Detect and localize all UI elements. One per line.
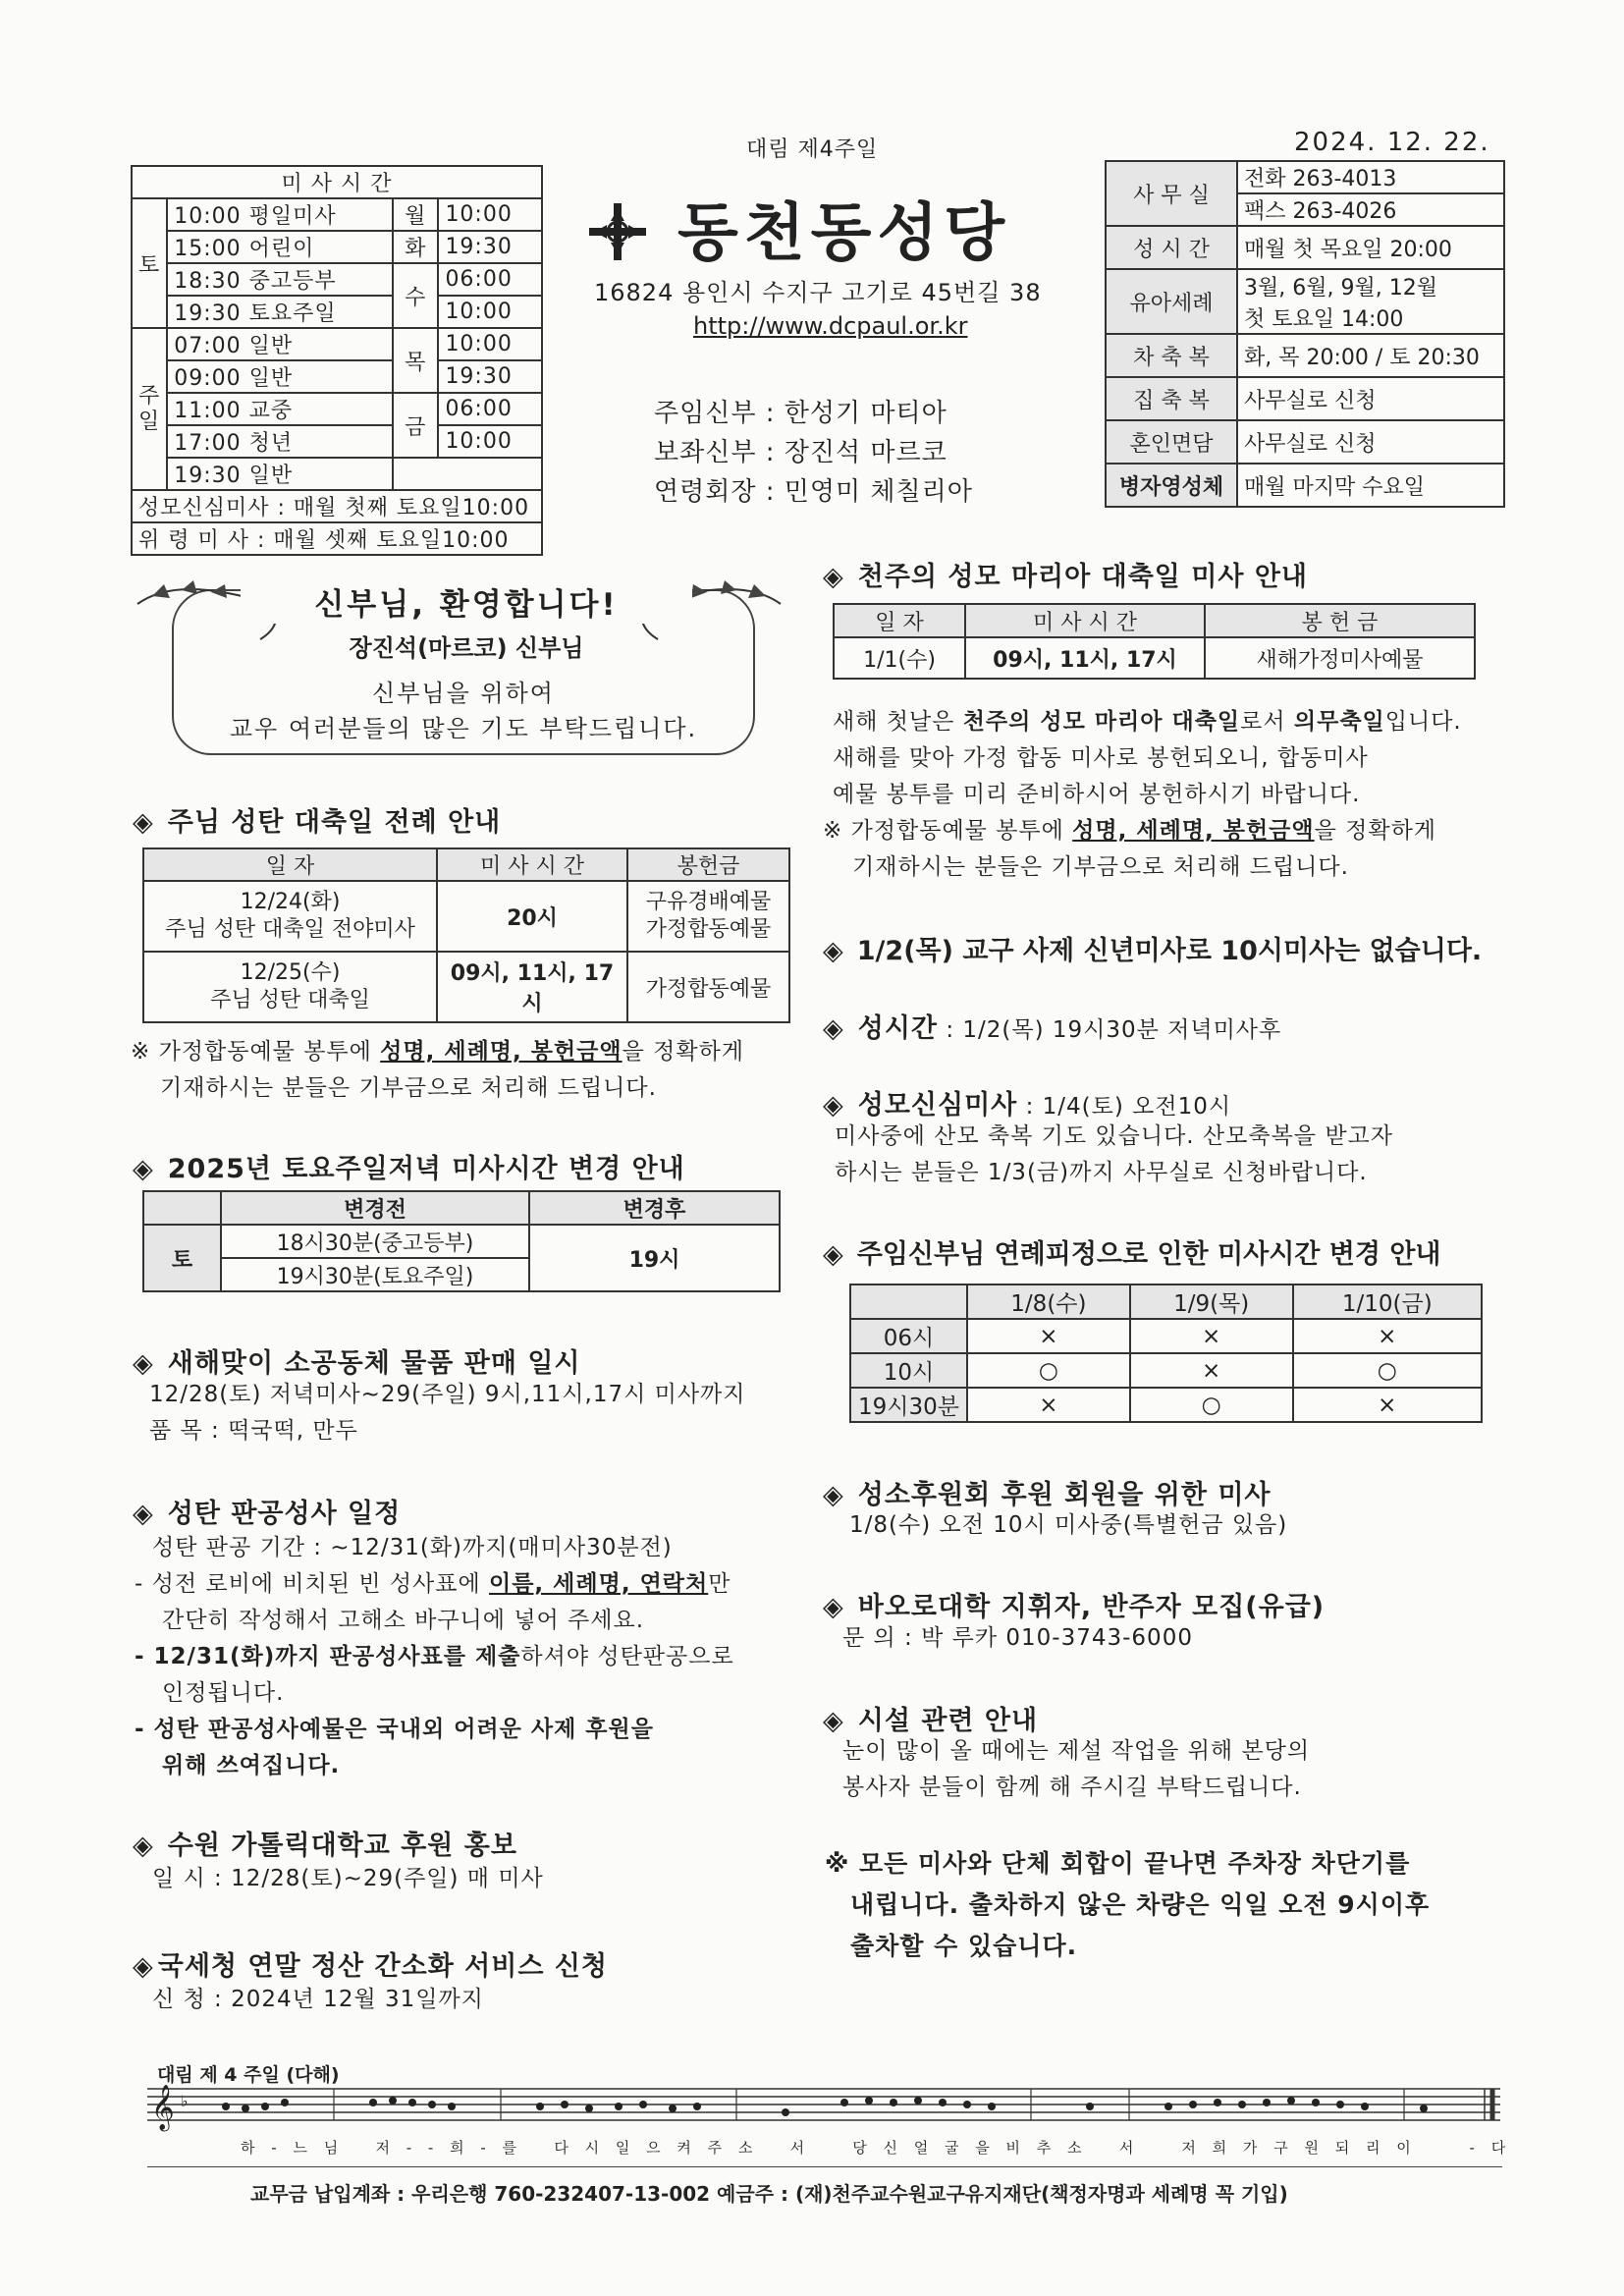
sun-mass-2: 09:00 일반 xyxy=(167,360,393,393)
mary-header-time: 미 사 시 간 xyxy=(965,604,1205,637)
diamond-icon: ◈ xyxy=(133,1499,154,1529)
sat-mass-4: 19:30 토요주일 xyxy=(167,296,393,328)
mary-note-bold: 성명, 세례명, 봉헌금액 xyxy=(1072,818,1315,844)
paul-univ-title xyxy=(823,1585,1325,1623)
tax-line: 신 청 : 2024년 12월 31일까지 xyxy=(152,1987,484,2012)
svg-text:𝄞: 𝄞 xyxy=(151,2085,175,2130)
confession-title-text: 성탄 판공성사 일정 xyxy=(167,1499,402,1529)
suwon-univ-title xyxy=(133,1824,517,1862)
confession-period: 성탄 판공 기간 : ~12/31(화)까지(매미사30분전) xyxy=(152,1535,673,1560)
week-label: 대림 제4주일 xyxy=(746,137,879,162)
facility-line-1: 눈이 많이 올 때에는 제설 작업을 위해 본당의 xyxy=(842,1738,1311,1764)
sat-mass-2: 15:00 어린이 xyxy=(167,231,393,263)
parish-website-link[interactable]: http://www.dcpaul.or.kr xyxy=(693,312,968,340)
christmas-day-date: 12/25(수) xyxy=(240,960,341,985)
christmas-note-line-2: 기재하시는 분들은 기부금으로 처리해 드립니다. xyxy=(160,1075,657,1101)
mass-schedule-table xyxy=(131,165,543,556)
confession-bullet-3: - 성탄 판공성사예물은 국내외 어려운 사제 후원을 xyxy=(135,1717,654,1742)
mary-date: 1/1(수) xyxy=(834,637,965,679)
marian-mass-line-2: 하시는 분들은 1/3(금)까지 사무실로 신청바랍니다. xyxy=(835,1160,1368,1185)
jan2-notice xyxy=(823,929,1482,967)
sat-mass-1: 10:00 평일미사 xyxy=(167,198,393,231)
newyear-sale-title-text: 새해맞이 소공동체 물품 판매 일시 xyxy=(167,1348,581,1379)
sun-mass-1: 07:00 일반 xyxy=(167,328,393,360)
paul-univ-line: 문 의 : 박 루카 010-3743-6000 xyxy=(842,1625,1193,1651)
diamond-icon: ◈ xyxy=(133,1831,154,1861)
mary-feast-title-text: 천주의 성모 마리아 대축일 미사 안내 xyxy=(857,562,1308,592)
footer-account-holder: (재)천주교수원교구유지재단(책정자명과 세례명 꼭 기입) xyxy=(794,2182,1288,2206)
sat-change-after-value: 19시 xyxy=(529,1225,780,1291)
adoration-text: : 1/2(목) 19시30분 저녁미사후 xyxy=(938,1017,1282,1043)
diamond-icon: ◈ xyxy=(133,1951,154,1982)
house-blessing-value: 사무실로 신청 xyxy=(1237,377,1504,420)
diamond-icon: ◈ xyxy=(133,807,154,838)
christmas-eve-name: 주님 성탄 대축일 전야미사 xyxy=(165,917,415,942)
christmas-note-bold: 성명, 세례명, 봉헌금액 xyxy=(380,1039,623,1065)
christmas-eve-time: 20시 xyxy=(437,881,627,952)
facility-title xyxy=(823,1699,1038,1737)
weekday-tue-time: 19:30 xyxy=(438,231,542,263)
sat-change-title xyxy=(133,1147,685,1185)
diamond-icon: ◈ xyxy=(823,1480,844,1510)
sat-change-before-1: 18시30분(중고등부) xyxy=(221,1225,529,1258)
music-lyrics: 하 - 느 님 저 - - 희 - 를 다 시 일 으 켜 주 소 서 당 신 얼 굴 을 비 추 소 서 저 희 가 구 원 되 리 이 - 다 xyxy=(241,2139,1512,2157)
mary-p1-bold-2: 의무축일 xyxy=(1293,709,1385,735)
facility-title-text: 시설 관련 안내 xyxy=(857,1706,1039,1736)
mary-header-date: 일 자 xyxy=(834,604,965,637)
pastor-header-jan10: 1/10(금) xyxy=(1293,1285,1482,1319)
sanctuary-line: 1/8(수) 오전 10시 미사중(특별헌금 있음) xyxy=(849,1512,1288,1538)
newyear-sale-title xyxy=(133,1341,581,1380)
baptism-value-2: 첫 토요일 14:00 xyxy=(1237,301,1504,334)
christmas-eve-date: 12/24(화) xyxy=(240,890,341,914)
office-label: 사 무 실 xyxy=(1106,161,1237,226)
office-fax: 팩스 263-4026 xyxy=(1237,193,1504,226)
parish-address: 16824 용인시 수지구 고기로 45번길 38 xyxy=(594,279,1042,306)
diamond-icon: ◈ xyxy=(823,1706,844,1736)
marian-mass-title-text: 성모신심미사 xyxy=(857,1090,1018,1121)
confession-bullet-2-post: 하셔야 성탄판공으로 xyxy=(520,1644,734,1669)
confession-bullet-2-bold: - 12/31(화)까지 판공성사표를 제출 xyxy=(135,1644,521,1669)
house-blessing-label: 집 축 복 xyxy=(1106,377,1237,420)
weekday-wed-time-1: 06:00 xyxy=(438,263,542,296)
newyear-sale-body xyxy=(149,1377,746,1449)
confession-bullet-1-bold: 이름, 세례명, 연락처 xyxy=(489,1571,709,1597)
welcome-line-1: 신부님을 위하여 xyxy=(372,680,555,707)
marian-mass-text: : 1/4(토) 오전10시 xyxy=(1017,1094,1232,1120)
special-mass-1: 성모신심미사 : 매월 첫째 토요일10:00 xyxy=(132,490,542,522)
staff-assistant: 보좌신부 : 장진석 마르코 xyxy=(654,438,947,467)
sun-mass-4: 17:00 청년 xyxy=(167,425,393,458)
newyear-sale-line-2: 품 목 : 떡국떡, 만두 xyxy=(149,1418,358,1444)
tax-title xyxy=(133,1944,608,1983)
weekday-fri-time-1: 06:00 xyxy=(438,393,542,425)
sick-communion-value: 매월 마지막 수요일 xyxy=(1237,464,1504,507)
mark-06-jan8: × xyxy=(967,1319,1130,1353)
sat-change-header-before: 변경전 xyxy=(221,1191,529,1225)
christmas-header-offering: 봉헌금 xyxy=(627,848,789,881)
suwon-univ-title-text: 수원 가톨릭대학교 후원 홍보 xyxy=(167,1831,517,1861)
weekday-mon: 월 xyxy=(393,198,438,231)
christmas-eve-offering-1: 구유경배예물 xyxy=(645,890,772,914)
marian-mass-body xyxy=(835,1119,1393,1191)
music-title: 대림 제 4 주일 (다해) xyxy=(157,2064,340,2086)
mark-1930-jan8: × xyxy=(967,1388,1130,1422)
staff-pastor: 주임신부 : 한성기 마티아 xyxy=(654,399,947,428)
confession-bullet-1-post: 만 xyxy=(708,1571,731,1597)
weekday-thu-time-2: 19:30 xyxy=(438,360,542,393)
mary-note-line-2: 기재하시는 분들은 기부금으로 처리해 드립니다. xyxy=(852,854,1349,880)
parking-line-3: 출차할 수 있습니다. xyxy=(850,1932,1078,1960)
mary-feast-title xyxy=(823,555,1308,593)
adoration-title-text: 성시간 xyxy=(857,1013,939,1044)
diamond-icon: ◈ xyxy=(823,562,844,592)
car-blessing-value: 화, 목 20:00 / 토 20:30 xyxy=(1237,334,1504,377)
diamond-icon: ◈ xyxy=(823,1090,844,1121)
christmas-day-time: 09시, 11시, 17시 xyxy=(437,952,627,1022)
issue-date: 2024. 12. 22. xyxy=(1294,128,1490,157)
marian-mass-line-1: 미사중에 산모 축복 기도 있습니다. 산모축복을 받고자 xyxy=(835,1123,1393,1149)
mary-time: 09시, 11시, 17시 xyxy=(965,637,1205,679)
mary-p2: 새해를 맞아 가정 합동 미사로 봉헌되오니, 합동미사 xyxy=(833,745,1369,771)
paul-univ-title-text: 바오로대학 지휘자, 반주자 모집(유급) xyxy=(857,1592,1326,1622)
marriage-label: 혼인면담 xyxy=(1106,420,1237,464)
sun-label: 주일 xyxy=(132,328,167,490)
sanctuary-title xyxy=(823,1473,1272,1511)
sat-change-table xyxy=(142,1190,781,1292)
mary-header-offering: 봉 헌 금 xyxy=(1205,604,1475,637)
diamond-icon: ◈ xyxy=(133,1348,154,1379)
mary-feast-body xyxy=(823,704,1462,886)
mark-1930-jan9: ○ xyxy=(1130,1388,1293,1422)
facility-body xyxy=(842,1733,1310,1806)
weekday-wed: 수 xyxy=(393,263,438,328)
christmas-day-name: 주님 성탄 대축일 xyxy=(210,988,370,1012)
confession-bullet-1-pre: - 성전 로비에 비치된 빈 성사표에 xyxy=(135,1571,489,1597)
diamond-icon: ◈ xyxy=(133,1154,154,1184)
pastor-header-jan9: 1/9(목) xyxy=(1130,1285,1293,1319)
mary-p1-pre: 새해 첫날은 xyxy=(833,709,963,735)
weekday-mon-time: 10:00 xyxy=(438,198,542,231)
facility-line-2: 봉사자 분들이 함께 해 주시길 부탁드립니다. xyxy=(842,1775,1302,1800)
marriage-value: 사무실로 신청 xyxy=(1237,420,1504,464)
sun-mass-3: 11:00 교중 xyxy=(167,393,393,425)
special-mass-2: 위 령 미 사 : 매월 셋째 토요일10:00 xyxy=(132,522,542,555)
office-info-table xyxy=(1105,160,1505,508)
christmas-note xyxy=(131,1034,744,1107)
parking-line-2: 내립니다. 출차하지 않은 차량은 익일 오전 9시이후 xyxy=(850,1890,1431,1919)
confession-body xyxy=(135,1530,734,1784)
holy-hour-label: 성 시 간 xyxy=(1106,226,1237,269)
christmas-eve-offering-2: 가정합동예물 xyxy=(645,917,772,942)
welcome-line-2: 교우 여러분들의 많은 기도 부탁드립니다. xyxy=(229,715,698,742)
mary-note-pre: ※ 가정합동예물 봉투에 xyxy=(823,818,1073,844)
christmas-title xyxy=(133,800,501,839)
parking-line-1: ※ 모든 미사와 단체 회합이 끝나면 주차장 차단기를 xyxy=(825,1849,1411,1878)
mark-06-jan9: × xyxy=(1130,1319,1293,1353)
mark-1930-jan10: × xyxy=(1293,1388,1482,1422)
newyear-sale-line-1: 12/28(토) 저녁미사~29(주일) 9시,11시,17시 미사까지 xyxy=(149,1382,746,1407)
suwon-univ-line: 일 시 : 12/28(토)~29(주일) 매 미사 xyxy=(152,1866,544,1891)
mary-note-post: 을 정확하게 xyxy=(1314,818,1437,844)
office-phone: 전화 263-4013 xyxy=(1237,161,1504,193)
parish-logo-icon xyxy=(587,201,648,262)
weekday-thu-time-1: 10:00 xyxy=(438,328,542,360)
weekday-wed-time-2: 10:00 xyxy=(438,296,542,328)
mary-feast-table xyxy=(833,603,1476,680)
sun-mass-5: 19:30 일반 xyxy=(167,458,393,490)
holy-hour-value: 매월 첫 목요일 20:00 xyxy=(1237,226,1504,269)
welcome-title: 신부님, 환영합니다! xyxy=(241,579,692,624)
mark-10-jan10: ○ xyxy=(1293,1353,1482,1388)
staff-funeral-head: 연령회장 : 민영미 체칠리아 xyxy=(654,477,973,507)
christmas-note-suffix: 을 정확하게 xyxy=(622,1039,745,1065)
adoration-title xyxy=(823,1007,1281,1045)
christmas-note-prefix: ※ 가정합동예물 봉투에 xyxy=(131,1039,381,1065)
weekday-tue: 화 xyxy=(393,231,438,263)
mary-p1-bold-1: 천주의 성모 마리아 대축일 xyxy=(962,709,1241,735)
sat-change-before-2: 19시30분(토요주일) xyxy=(221,1258,529,1291)
sanctuary-title-text: 성소후원회 후원 회원을 위한 미사 xyxy=(857,1480,1272,1510)
mary-p1-post: 입니다. xyxy=(1384,709,1462,735)
pastor-change-title xyxy=(823,1232,1441,1271)
parking-notice xyxy=(825,1843,1430,1967)
sat-change-day: 토 xyxy=(143,1225,221,1291)
music-staff xyxy=(147,2077,1502,2136)
confession-bullet-1-line-2: 간단히 작성해서 고해소 바구니에 넣어 주세요. xyxy=(162,1608,645,1633)
parish-name: 동천동성당 xyxy=(677,197,1011,270)
pastor-header-jan8: 1/8(수) xyxy=(967,1285,1130,1319)
svg-text:♭: ♭ xyxy=(181,2092,189,2110)
jan2-notice-text: 1/2(목) 교구 사제 신년미사로 10시미사는 없습니다. xyxy=(856,936,1483,966)
christmas-title-text: 주님 성탄 대축일 전례 안내 xyxy=(167,807,502,838)
sat-change-header-after: 변경후 xyxy=(529,1191,780,1225)
christmas-day-offering: 가정합동예물 xyxy=(627,952,789,1022)
confession-bullet-2-line-2: 인정됩니다. xyxy=(162,1680,285,1706)
baptism-value-1: 3월, 6월, 9월, 12월 xyxy=(1237,269,1504,301)
tax-title-text: 국세청 연말 정산 간소화 서비스 신청 xyxy=(157,1951,608,1982)
welcome-subtitle: 장진석(마르코) 신부님 xyxy=(349,634,584,662)
sick-communion-label: 병자영성체 xyxy=(1106,464,1237,507)
pastor-row-06: 06시 xyxy=(850,1319,967,1353)
baptism-label: 유아세례 xyxy=(1106,269,1237,334)
mark-06-jan10: × xyxy=(1293,1319,1482,1353)
footer-account xyxy=(250,2178,1288,2207)
mary-p3: 예물 봉투를 미리 준비하시어 봉헌하시기 바랍니다. xyxy=(833,782,1361,807)
sat-change-title-text: 2025년 토요주일저녁 미사시간 변경 안내 xyxy=(167,1154,685,1184)
pastor-row-10: 10시 xyxy=(850,1353,967,1388)
confession-title xyxy=(133,1492,401,1530)
weekday-thu: 목 xyxy=(393,328,438,393)
mary-offering: 새해가정미사예물 xyxy=(1205,637,1475,679)
weekday-fri-time-2: 10:00 xyxy=(438,425,542,458)
diamond-icon: ◈ xyxy=(823,1239,843,1270)
sat-mass-3: 18:30 중고등부 xyxy=(167,263,393,296)
pastor-row-1930: 19시30분 xyxy=(850,1388,967,1422)
diamond-icon: ◈ xyxy=(823,1592,844,1622)
mark-10-jan8: ○ xyxy=(967,1353,1130,1388)
christmas-header-date: 일 자 xyxy=(143,848,437,881)
mary-p1-mid: 로서 xyxy=(1240,709,1294,735)
marian-mass-title xyxy=(823,1083,1231,1121)
footer-account-info: 교무금 납입계좌 : 우리은행 760-232407-13-002 예금주 : xyxy=(250,2182,795,2206)
christmas-header-time: 미 사 시 간 xyxy=(437,848,627,881)
car-blessing-label: 차 축 복 xyxy=(1106,334,1237,377)
diamond-icon: ◈ xyxy=(823,1013,844,1044)
confession-bullet-3-line-2: 위해 쓰여집니다. xyxy=(162,1753,341,1778)
diamond-icon: ◈ xyxy=(823,936,843,966)
pastor-change-title-text: 주임신부님 연례피정으로 인한 미사시간 변경 안내 xyxy=(856,1239,1441,1270)
weekday-fri: 금 xyxy=(393,393,438,458)
pastor-header-blank xyxy=(850,1285,967,1319)
mark-10-jan9: × xyxy=(1130,1353,1293,1388)
mass-schedule-title: 미 사 시 간 xyxy=(132,166,542,198)
sat-label: 토 xyxy=(132,198,167,328)
pastor-change-table xyxy=(849,1284,1483,1423)
footer-divider xyxy=(147,2166,1502,2167)
christmas-table xyxy=(142,847,790,1023)
